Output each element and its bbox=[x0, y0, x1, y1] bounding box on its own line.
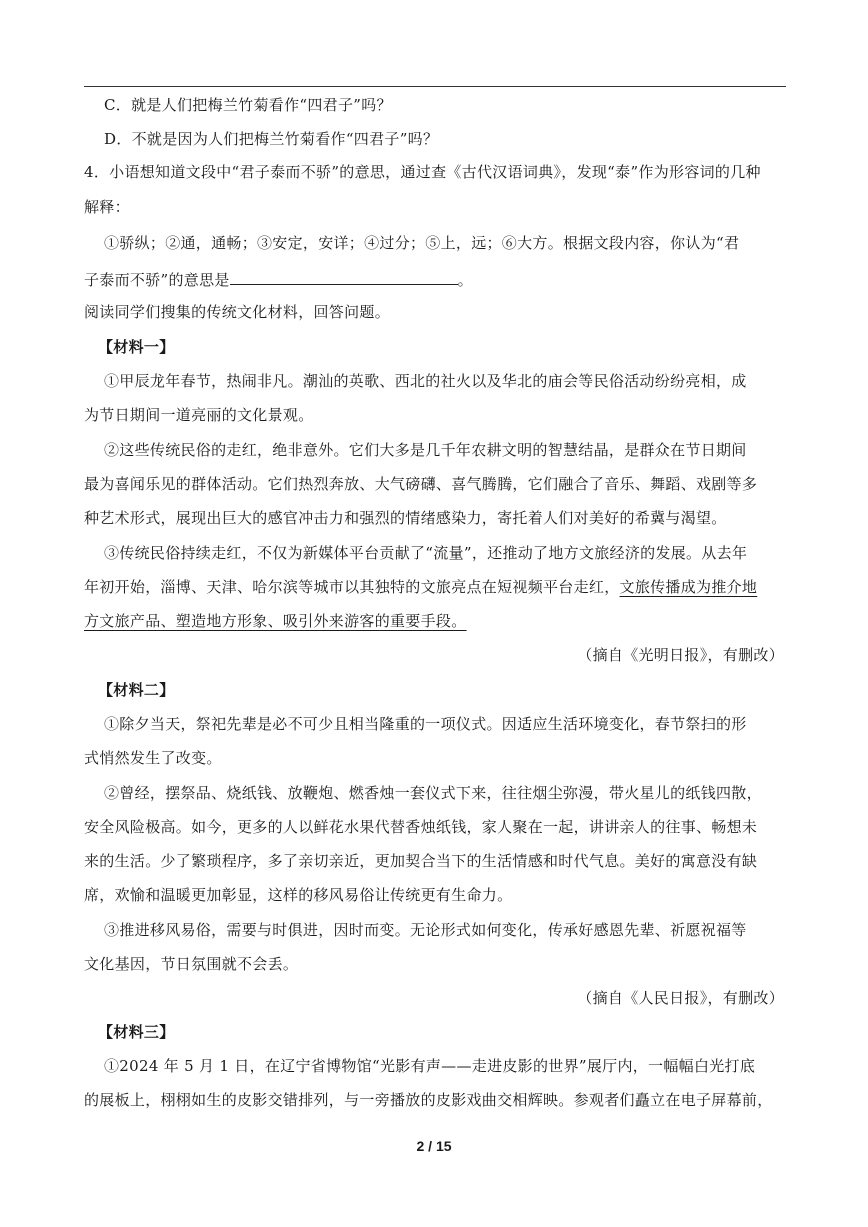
underlined-sentence-start: 文旅传播成为推介地 bbox=[619, 578, 758, 596]
question-4-prompt: 子泰而不骄”的意思是 bbox=[84, 271, 230, 289]
m2-p1-line-2: 式悄然发生了改变。 bbox=[84, 749, 222, 767]
question-4-end: 。 bbox=[457, 271, 473, 289]
question-4-line-1: 4．小语想知道文段中“君子泰而不骄”的意思，通过查《古代汉语词典》，发现“泰”作为形容词的几种 bbox=[84, 163, 761, 181]
material-1-title: 【材料一】 bbox=[98, 338, 175, 356]
underlined-sentence-end: 方文旅产品、塑造地方形象、吸引外来游客的重要手段。 bbox=[84, 612, 467, 630]
m1-p1-line-1: ①甲辰龙年春节，热闹非凡。潮汕的英歌、西北的社火以及华北的庙会等民俗活动纷纷亮相，成 bbox=[104, 372, 747, 390]
m1-p2-line-2: 最为喜闻乐见的群体活动。它们热烈奔放、大气磅礴、喜气腾腾，它们融合了音乐、舞蹈、戏剧等多 bbox=[84, 475, 758, 493]
m1-p1-line-2: 为节日期间一道亮丽的文化景观。 bbox=[84, 406, 314, 424]
material-2-title: 【材料二】 bbox=[98, 681, 175, 699]
m2-p1-line-1: ①除夕当天，祭祀先辈是必不可少且相当隆重的一项仪式。因适应生活环境变化，春节祭扫的形 bbox=[104, 715, 747, 733]
m2-p2-line-4: 席，欢愉和温暖更加彰显，这样的移风易俗让传统更有生命力。 bbox=[84, 886, 513, 904]
m2-p2-line-1: ②曾经，摆祭品、烧纸钱、放鞭炮、燃香烛一套仪式下来，往往烟尘弥漫，带火星儿的纸钱四散， bbox=[104, 784, 762, 802]
material-3-title: 【材料三】 bbox=[98, 1023, 175, 1041]
m2-p3-line-2: 文化基因，节日氛围就不会丢。 bbox=[84, 955, 299, 973]
m1-p3-line-2-text: 年初开始，淄博、天津、哈尔滨等城市以其独特的文旅亮点在短视频平台走红， bbox=[84, 578, 620, 596]
option-d: D．不就是因为人们把梅兰竹菊看作“四君子”吗？ bbox=[104, 130, 439, 148]
question-4-line-2: 解释： bbox=[84, 198, 130, 216]
m2-p2-line-3: 来的生活。少了繁琐程序，多了亲切亲近，更加契合当下的生活情感和时代气息。美好的寓意没有缺 bbox=[84, 852, 758, 870]
answer-blank bbox=[230, 268, 458, 285]
question-4-line-3: ①骄纵；②通，通畅；③安定，安详；④过分；⑤上，远；⑥大方。根据文段内容，你认为“君 bbox=[104, 234, 740, 252]
reading-intro: 阅读同学们搜集的传统文化材料，回答问题。 bbox=[84, 303, 391, 321]
page-number: 2 / 15 bbox=[416, 1138, 452, 1154]
material-1-source: （摘自《光明日报》，有删改） bbox=[577, 646, 784, 664]
question-4-line-4 bbox=[84, 268, 473, 290]
m3-p1-line-2: 的展板上，栩栩如生的皮影交错排列，与一旁播放的皮影戏曲交相辉映。参观者们矗立在电子屏幕前， bbox=[84, 1091, 773, 1109]
m1-p3-line-1: ③传统民俗持续走红，不仅为新媒体平台贡献了“流量”，还推动了地方文旅经济的发展。从去年 bbox=[104, 544, 748, 562]
m3-p1-line-1: ①2024 年 5 月 1 日，在辽宁省博物馆“光影有声——走进皮影的世界”展厅内，一幅幅白光打底 bbox=[104, 1057, 756, 1075]
m1-p2-line-3: 种艺术形式，展现出巨大的感官冲击力和强烈的情绪感染力，寄托着人们对美好的希冀与渴望。 bbox=[84, 509, 727, 527]
m1-p3-line-2 bbox=[84, 577, 757, 597]
m2-p2-line-2: 安全风险极高。如今，更多的人以鲜花水果代替香烛纸钱，家人聚在一起，讲讲亲人的往事、畅想未 bbox=[84, 818, 758, 836]
m2-p3-line-1: ③推进移风易俗，需要与时俱进，因时而变。无论形式如何变化，传承好感恩先辈、祈愿祝福等 bbox=[104, 921, 747, 939]
material-2-source: （摘自《人民日报》，有删改） bbox=[577, 989, 784, 1007]
m1-p2-line-1: ②这些传统民俗的走红，绝非意外。它们大多是几千年农耕文明的智慧结晶，是群众在节日期间 bbox=[104, 441, 747, 459]
header-rule bbox=[84, 86, 786, 87]
option-c: C．就是人们把梅兰竹菊看作“四君子”吗？ bbox=[104, 96, 392, 114]
